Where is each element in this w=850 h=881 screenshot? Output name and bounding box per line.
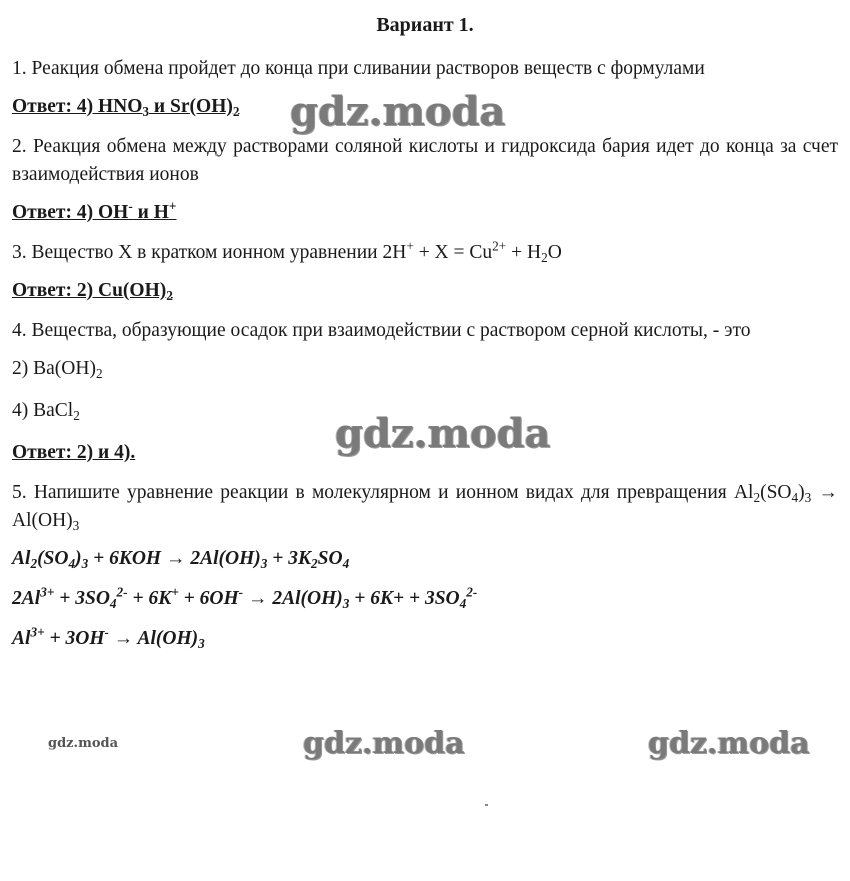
watermark: gdz.moda (335, 410, 551, 457)
watermark: gdz.moda (290, 88, 506, 135)
answer-4: Ответ: 2) и 4). (12, 442, 136, 463)
question-2: 2. Реакция обмена между растворами соляной кислоты и гидроксида бария идет до конца за счет взаимодействия ионов (12, 136, 838, 185)
molecular-equation: $Al_2(SO_4)_3 + 6KOH \to 2Al(OH)_3 + 3K_2SO_4$ (12, 548, 350, 571)
variant-title: Вариант 1. (376, 14, 474, 36)
answer-2: Ответ: 4) OH- и H+ (12, 198, 177, 223)
full-ionic-equation: $2Al^{3+} + 3SO_4^{2-} + 6K^+ + 6OH^- \to 2Al(OH)_3 + 6K+ + 3SO_4^{2-}$ (12, 584, 478, 611)
option-2: 2) $Ba(OH)_2$ (12, 358, 103, 381)
short-ionic-equation: $Al^{3+} + 3OH^- \to Al(OH)_3$ (12, 624, 205, 651)
watermark-small: gdz.moda (48, 736, 119, 751)
question-5: 5. Напишите уравнение реакции в молекулярном и ионном видах для превращения $Al_2(SO_4)_3 \to Al(OH)_3$ (12, 482, 838, 533)
question-4: 4. Вещества, образующие осадок при взаимодействии с раствором серной кислоты, - это (12, 320, 751, 341)
answer-1: Ответ: 4) $HNO_3$ и $Sr(OH)_2$ (12, 96, 240, 119)
watermark: gdz.moda (648, 726, 810, 761)
answer-3: Ответ: 2) $Cu(OH)_2$ (12, 280, 173, 303)
stray-dot (485, 804, 488, 806)
option-4: 4) BaCl$_2$ (12, 400, 80, 423)
question-3: 3. Вещество X в кратком ионном уравнении $2H^+ + X = Cu^{2+} + H_2O$ (12, 238, 562, 265)
question-1: 1. Реакция обмена пройдет до конца при сливании растворов веществ с формулами (12, 58, 705, 79)
watermark: gdz.moda (303, 726, 465, 761)
